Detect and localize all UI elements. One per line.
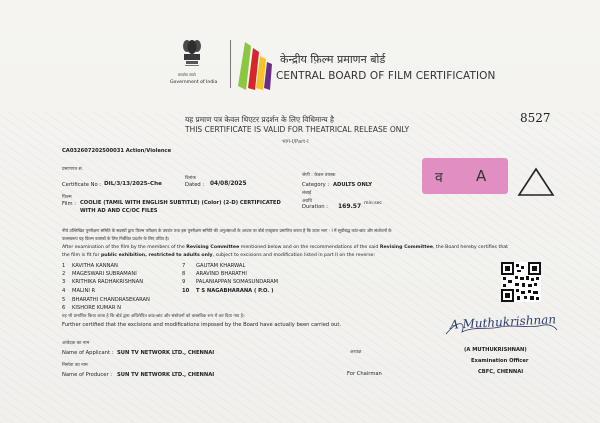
further-english: Further certified that the excisions and modifications imposed by the Board have actually been carried out.	[62, 322, 342, 328]
member-name: BHARATHI CHANDRASEKARAN	[72, 297, 150, 303]
member-name: ARAVIND BHARATHI	[196, 271, 247, 277]
notice-hindi: यह प्रमाण पत्र केवल थिएटर प्रदर्शन के लिए विधिमान्य है	[185, 115, 334, 124]
further-hindi: यह भी प्रमाणित किया जाता है कि बोर्ड द्वारा अधिरोपित कांट-छांट और संशोधनों को वास्तविक रूप में कर दिया गया है।	[62, 314, 245, 319]
duration-label: Duration :	[302, 204, 328, 210]
triangle-icon	[517, 167, 555, 197]
member-number: 7	[182, 263, 186, 269]
reference-code: CA032607202500031 Action/Violence	[62, 148, 172, 154]
national-emblem-icon	[181, 38, 203, 78]
member-name: MAGESWARI SUBRAMANI	[72, 271, 137, 277]
duration-hindi: अवधि	[302, 199, 313, 204]
board-name-hindi: केन्द्रीय फ़िल्म प्रमाणन बोर्ड	[280, 53, 386, 66]
film-hindi: फ़िल्म	[62, 195, 72, 200]
serial-number: 8527	[520, 111, 551, 125]
film-label: Film :	[62, 201, 76, 207]
part-label: भाग-I/Part-I	[282, 139, 309, 145]
member-name: KISHORE KUMAR N	[72, 305, 121, 311]
member-number: 9	[182, 279, 186, 285]
emblem-motto: सत्यमेव जयते	[178, 73, 196, 77]
duration-unit: min:sec	[364, 201, 382, 206]
producer-value: SUN TV NETWORK LTD., CHENNAI	[117, 372, 215, 378]
film-title-line1: COOLIE (TAMIL WITH ENGLISH SUBTITLE) (Color) (2-D) CERTIFICATED	[80, 200, 281, 206]
category-label: Category :	[302, 182, 330, 188]
member-name: GAUTAM KHARWAL	[196, 263, 246, 269]
rating-letter: A	[476, 167, 487, 185]
member-number: 1	[62, 263, 66, 269]
notice-english: THIS CERTIFICATE IS VALID FOR THEATRICAL RELEASE ONLY	[185, 125, 410, 134]
cert-no-label: Certificate No :	[62, 182, 102, 188]
member-number: 4	[62, 288, 66, 294]
body-english-line1: After examination of the film by the members of the Revising Committee mentioned below and on the recommendations of the said Revising Committee, the Board hereby certifies that	[62, 245, 509, 250]
member-name: KRITHIKA RADHAKRISHNAN	[72, 279, 144, 285]
member-name: MALINI R	[72, 288, 96, 294]
applicant-label: Name of Applicant :	[62, 350, 114, 356]
producer-label: Name of Producer :	[62, 372, 112, 378]
category-hindi: श्रेणी : केवल वयस्क	[302, 173, 336, 178]
cert-no-hindi: प्रमाणपत्र सं.	[62, 167, 84, 172]
member-number: 8	[182, 271, 186, 277]
length-hindi: लंबाई	[302, 191, 312, 196]
member-number: 6	[62, 305, 66, 311]
duration-value: 169.57	[338, 203, 362, 210]
cert-no-value: DIL/3/13/2025-Che	[104, 181, 162, 187]
rating-badge	[422, 158, 508, 194]
body-hindi-line2: फलस्वरूप यह फ़िल्म वयस्कों के लिए निर्बंधित प्रदर्शन के लिए उचित है।	[62, 236, 170, 241]
chairman-label: For Chairman	[347, 371, 382, 377]
rating-hindi-letter: व	[435, 170, 443, 186]
film-title-line2: WITH AD AND CC/OC FILES	[80, 208, 158, 214]
officer-title: Examination Officer	[471, 358, 529, 364]
header-divider	[230, 40, 231, 88]
date-label: Dated :	[185, 182, 205, 188]
government-label: Government of India	[170, 80, 218, 85]
member-name: T S NAGABHARANA ( P.O. )	[196, 288, 274, 294]
officer-name: (A MUTHUKRISHNAN)	[464, 347, 527, 353]
body-english-line2: the film is fit for public exhibition, restricted to adults only, subject to excisions and modification listed in part II on the reverse:	[62, 253, 376, 258]
qr-code-icon	[501, 262, 541, 302]
member-number: 2	[62, 271, 66, 277]
body-hindi-line1: नीचे उल्लिखित पुनरीक्षण समिति के सदस्यों द्वारा फ़िल्म परीक्षण के उपरांत तथा इस पुनरीक्षण समिति की अनुशंसाओं के आधार पर बोर्ड एतद्द्वारा प्रमाणित करता है कि ऊपर भाग - I में सूचीबद्ध कांट-छांट और संशोधनों के	[62, 228, 392, 233]
date-value: 04/08/2025	[210, 181, 247, 187]
producer-hindi: निर्माता का नाम	[62, 363, 88, 368]
member-name: KAVITHA KANNAN	[72, 263, 118, 269]
member-number: 5	[62, 297, 66, 303]
member-number: 10	[182, 288, 190, 294]
member-number: 3	[62, 279, 66, 285]
category-value: ADULTS ONLY	[333, 182, 373, 188]
member-name: PALANIAPPAN SOMASUNDARAM	[196, 279, 279, 285]
officer-office: CBFC, CHENNAI	[478, 369, 524, 375]
signature-stroke	[444, 318, 559, 338]
board-name-english: CENTRAL BOARD OF FILM CERTIFICATION	[276, 70, 496, 82]
officer-signature: A Muthukrishnan	[449, 312, 557, 332]
chairman-hindi: अध्यक्ष	[350, 350, 362, 355]
cbfc-logo-icon	[236, 36, 274, 92]
date-hindi: दिनांक	[185, 176, 196, 181]
applicant-value: SUN TV NETWORK LTD., CHENNAI	[117, 350, 215, 356]
applicant-hindi: आवेदक का नाम	[62, 341, 90, 346]
